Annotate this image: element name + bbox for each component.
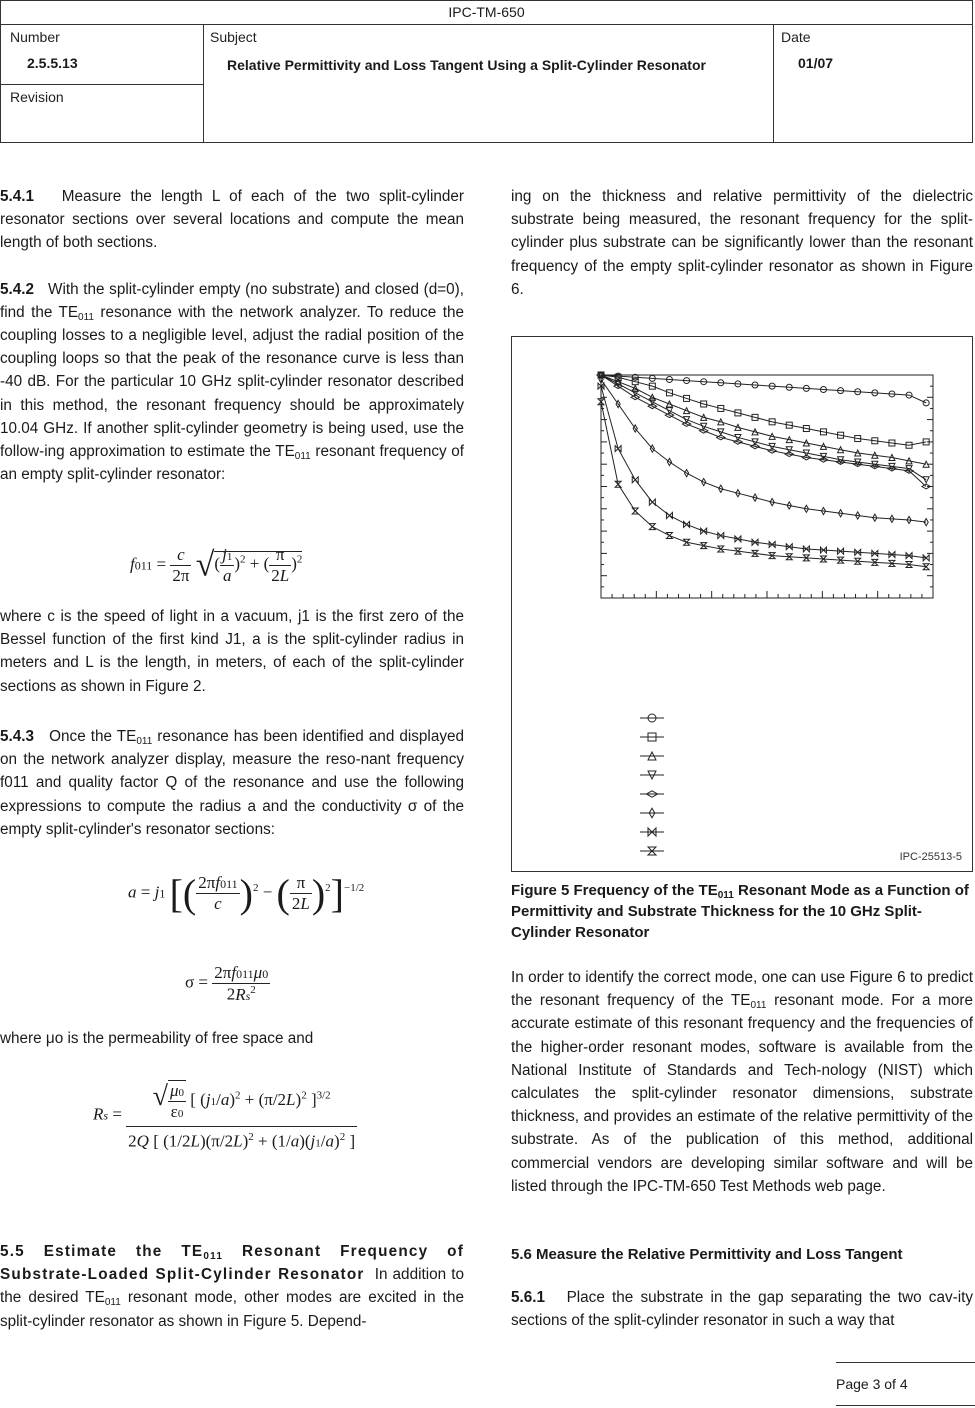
mode-identification-paragraph bbox=[511, 966, 973, 1221]
caption-text: Figure 5 Frequency of the TE bbox=[511, 882, 718, 899]
equation-resonant-frequency: f011 = $\frac{c}{2\pi}$ √( $\frac{j1}{a}$ )$^2$ + ( $\frac{\pi}{2L}$ )$^2$ bbox=[130, 545, 303, 585]
figure-id: IPC-25513-5 bbox=[899, 851, 962, 863]
subscript: 011 bbox=[750, 1000, 767, 1012]
paragraph-text: Once the TE bbox=[49, 728, 137, 745]
section-5-4-3 bbox=[0, 725, 464, 864]
section-number: 5.4.3 bbox=[0, 728, 35, 745]
paragraph-text: resonant mode. For a more accurate estimate of this resonant frequency and the frequencies of the higher-order resonant modes, software is available from the National Institute of Standards and Tech-nology (NIST) which calculates the split-cylinder resonator dimensions, substrate thickness, and provides an estimate of the relative permittivity of the substrate. As of the publication of this method, additional commercial vendors are developing similar software and will be listed through the IPC-TM-650 Test Methods web page. bbox=[511, 992, 973, 1195]
subscript: 011 bbox=[717, 890, 734, 901]
section-number: 5.6.1 bbox=[511, 1289, 546, 1306]
right-column-continuation bbox=[511, 185, 973, 324]
divider bbox=[1, 84, 203, 85]
number-value: 2.5.5.13 bbox=[27, 55, 78, 71]
paragraph-text: In addition to the desired TE bbox=[0, 1266, 464, 1307]
subscript: 011 bbox=[294, 451, 311, 463]
document-header bbox=[0, 0, 973, 143]
subject-value: Relative Permittivity and Loss Tangent Using a Split-Cylinder Resonator bbox=[227, 57, 706, 73]
resonant-frequency-chart bbox=[512, 337, 972, 871]
page-number: Page 3 of 4 bbox=[836, 1362, 975, 1406]
date-label: Date bbox=[781, 29, 811, 45]
heading-text: Resonant Frequency of Substrate-Loaded Split-Cylinder Resonator bbox=[0, 1243, 464, 1284]
subscript: 011 bbox=[78, 311, 94, 323]
left-column-top bbox=[0, 185, 464, 509]
caption-text: Resonant Mode as a Function of Permittivity and Substrate Thickness for the 10 GHz Split-Cylinder Resonator bbox=[511, 882, 969, 941]
divider bbox=[203, 24, 204, 143]
subject-label: Subject bbox=[210, 29, 257, 45]
where-paragraph-1 bbox=[0, 605, 464, 721]
standard-title: IPC-TM-650 bbox=[1, 1, 972, 25]
number-label: Number bbox=[10, 29, 60, 45]
paragraph-text: In order to identify the correct mode, one can use Figure 6 to predict the resonant frequency of the TE bbox=[511, 969, 973, 1010]
date-value: 01/07 bbox=[798, 55, 834, 71]
paragraph-text: where c is the speed of light in a vacuum, j1 is the first zero of the Bessel function of the first kind J1, a is the split-cylinder radius in meters and L is the length, in meters, of each of the split-cylinder sections as shown in Figure 2. bbox=[0, 608, 464, 695]
subscript: 011 bbox=[136, 736, 153, 747]
section-5-4-1 bbox=[0, 185, 464, 255]
divider bbox=[773, 24, 774, 143]
subscript: 011 bbox=[104, 1297, 121, 1309]
section-number: 5.4.2 bbox=[0, 280, 35, 298]
paragraph-text: where μo is the permeability of free space and bbox=[0, 1030, 314, 1047]
paragraph-text: resonant frequency of an empty split-cylinder resonator: bbox=[0, 443, 465, 484]
section-5-5 bbox=[0, 1240, 464, 1356]
figure-5 bbox=[511, 336, 973, 872]
equation-conductivity: σ = $\frac{2\pi f011\mu 0}{2Rs^2}$ bbox=[185, 963, 269, 1004]
figure-caption bbox=[511, 880, 971, 943]
paragraph-text: ing on the thickness and relative permittivity of the dielectric substrate being measured, the resonant frequency for the split-cylinder plus substrate can be significantly lower than the resonant frequency of the empty split-cylinder resonator as shown in Figure 6. bbox=[511, 188, 973, 298]
section-5-4-2 bbox=[0, 278, 464, 487]
paragraph-text: resonance with the network analyzer. To reduce the coupling losses to a negligible level, adjust the radial position of the coupling loops so that the peak of the resonance curve is less than -40 dB. For the particular 10 GHz split-cylinder resonator described in this method, the resonant frequency should be approximately 10.04 GHz. If another split-cylinder geometry is being used, use the follow-ing approximation to estimate the TE bbox=[0, 303, 464, 461]
equation-radius: a = j1 [( $\frac{2\pi f011}{c}$ )$^2$ − ( $\frac{\pi}{2L}$ )$^2$]$^{-1/2}$ bbox=[128, 871, 365, 916]
heading-text: 5.5 Estimate the TE bbox=[0, 1243, 204, 1260]
paragraph-text: resonance has been identified and displayed on the network analyzer display, measure the reso-nant frequency f011 and quality factor Q of the resonance and use the following expressions to compute the radius a and the conductivity σ of the empty split-cylinder's resonator sections: bbox=[0, 728, 464, 838]
equation-surface-resistance: Rs = √ $\frac{\mu 0}{\varepsilon 0}$ [ $(j1/a)^2 + (\pi/2L)^2$ ]$^{3/2}$ 2Q [ $(1/2L)(\pi/2L)^2 + (1/a)(j1/a)^2$ ] bbox=[93, 1080, 356, 1151]
revision-label: Revision bbox=[10, 89, 64, 105]
paragraph-text: Measure the length L of each of the two split-cylinder resonator sections over several locations and compute the mean length of both sections. bbox=[0, 188, 464, 252]
paragraph-text: With the split-cylinder empty (no substrate) and closed (d=0), find the TE bbox=[0, 280, 464, 321]
paragraph-text: resonant mode, other modes are excited in the split-cylinder resonator as shown in Figure 5. Depend- bbox=[0, 1289, 464, 1330]
paragraph-text: Place the substrate in the gap separating the two cav-ity sections of the split-cylinder resonator in such a way that bbox=[511, 1289, 973, 1330]
section-5-6-1 bbox=[511, 1286, 973, 1355]
where-paragraph-2 bbox=[0, 1027, 464, 1073]
subscript: 011 bbox=[203, 1251, 224, 1262]
section-5-6-heading: 5.6 Measure the Relative Permittivity and Loss Tangent bbox=[511, 1246, 903, 1263]
section-number: 5.4.1 bbox=[0, 188, 35, 205]
